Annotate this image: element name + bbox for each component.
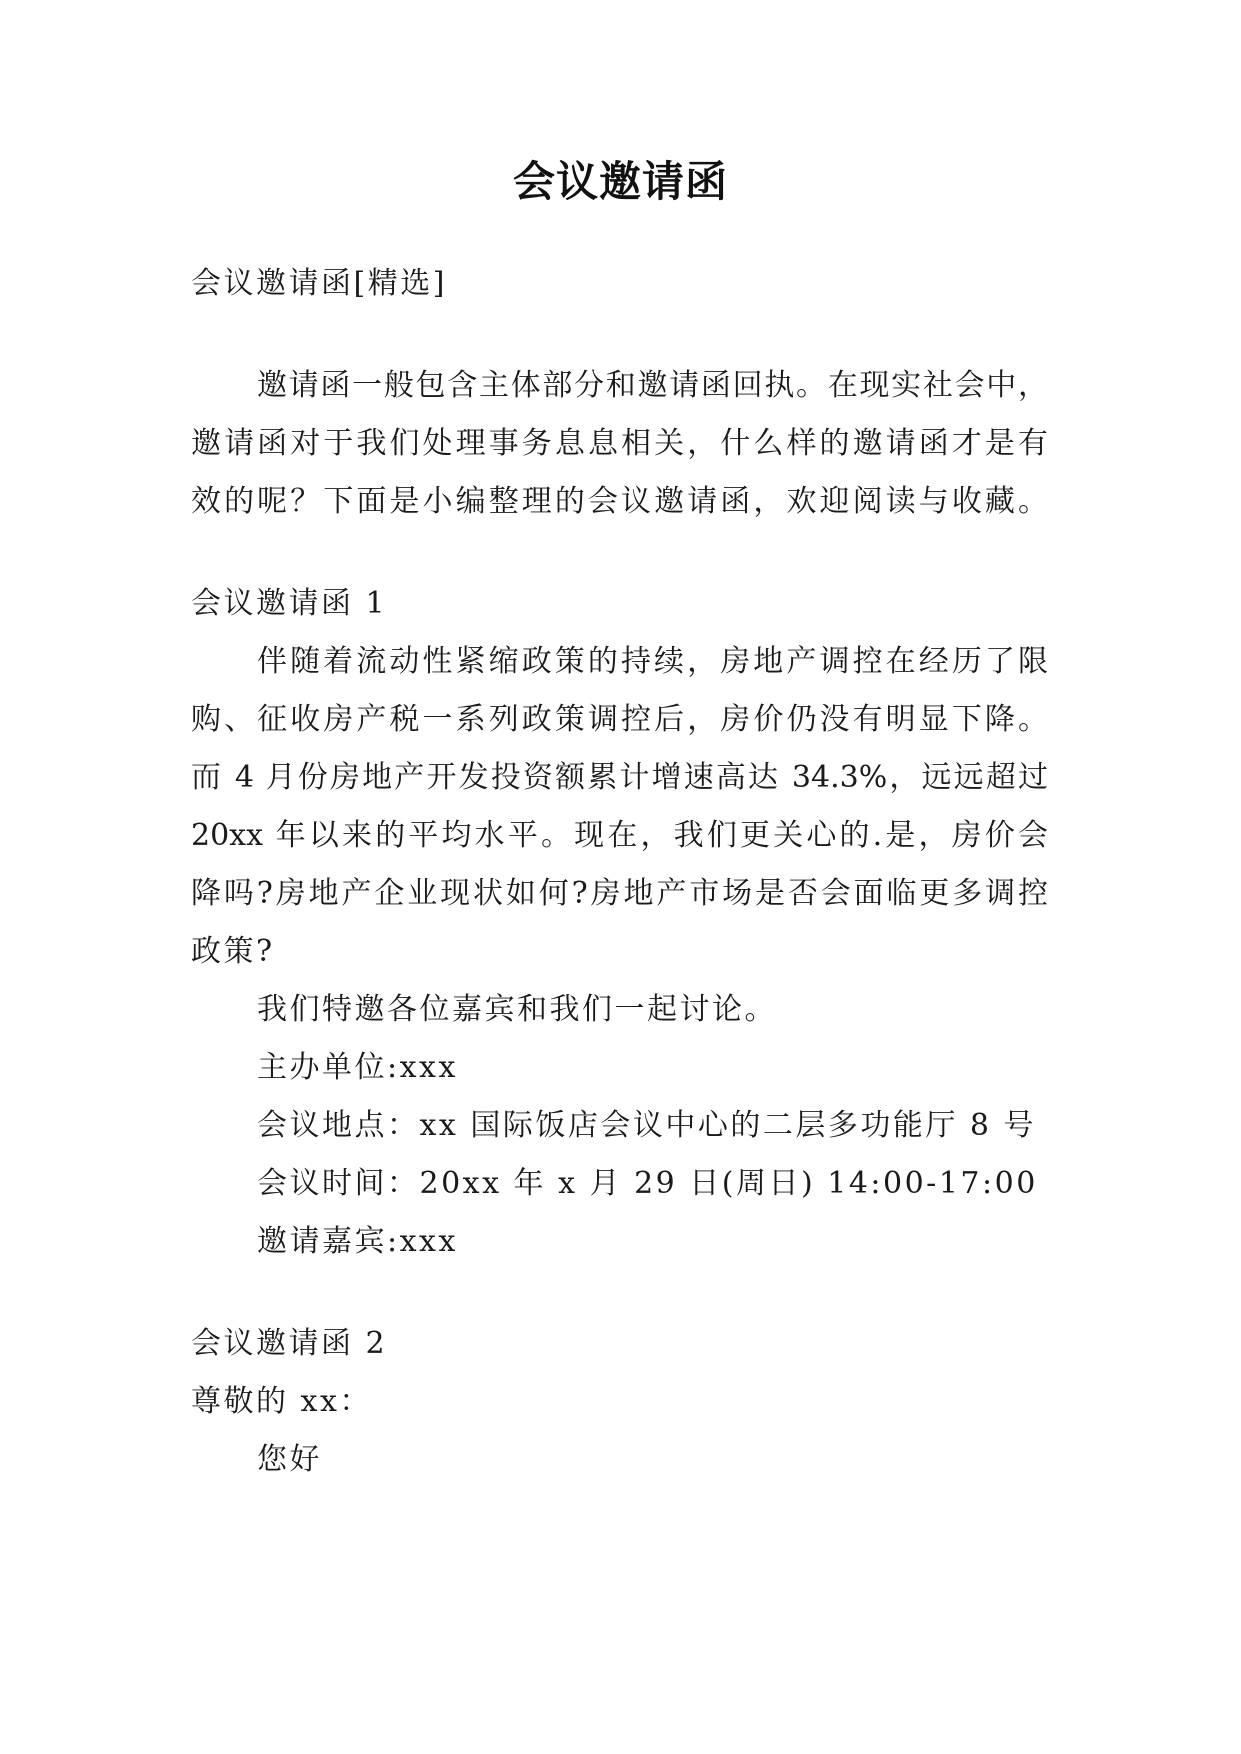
document-title: 会议邀请函 xyxy=(512,157,728,206)
letter1-paragraph-line: 而 4 月份房地产开发投资额累计增速高达 34.3%，远远超过 xyxy=(191,760,1048,795)
letter2-greeting: 您好 xyxy=(257,1442,322,1477)
letter1-paragraph-line: 20xx 年以来的平均水平。现在，我们更关心的.是，房价会 xyxy=(191,818,1048,853)
letter1-heading: 会议邀请函 1 xyxy=(191,586,388,621)
letter1-time: 会议时间：20xx 年 x 月 29 日(周日) 14:00-17:00 xyxy=(257,1166,1038,1201)
letter1-paragraph-line: 降吗?房地产企业现状如何?房地产市场是否会面临更多调控 xyxy=(191,876,1048,911)
letter1-invite: 我们特邀各位嘉宾和我们一起讨论。 xyxy=(257,992,777,1027)
letter1-organizer: 主办单位:xxx xyxy=(257,1050,458,1085)
letter2-heading: 会议邀请函 2 xyxy=(191,1326,388,1361)
intro-line-1: 邀请函一般包含主体部分和邀请函回执。在现实社会中， xyxy=(257,368,1048,403)
intro-line-2: 邀请函对于我们处理事务息息相关，什么样的邀请函才是有 xyxy=(191,426,1048,461)
letter1-paragraph-line: 政策? xyxy=(191,934,275,969)
letter1-paragraph-line: 购、征收房产税一系列政策调控后，房价仍没有明显下降。 xyxy=(191,702,1048,737)
letter2-salutation: 尊敬的 xx： xyxy=(191,1384,372,1419)
letter1-paragraph-line: 伴随着流动性紧缩政策的持续，房地产调控在经历了限 xyxy=(257,644,1048,679)
letter1-guests: 邀请嘉宾:xxx xyxy=(257,1224,458,1259)
intro-line-3: 效的呢？下面是小编整理的会议邀请函，欢迎阅读与收藏。 xyxy=(191,484,1048,519)
letter1-venue: 会议地点：xx 国际饭店会议中心的二层多功能厅 8 号 xyxy=(257,1108,1037,1143)
document-subtitle: 会议邀请函[精选] xyxy=(191,266,447,301)
